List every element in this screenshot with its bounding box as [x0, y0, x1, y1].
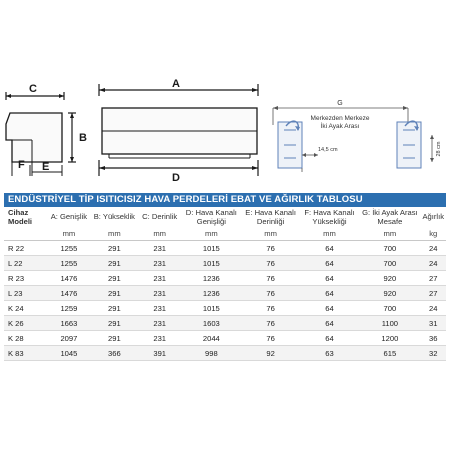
table-cell: 64: [300, 316, 359, 331]
table-cell: 1255: [47, 241, 90, 256]
dim-left-label: 14,5 cm: [318, 147, 338, 153]
table-row: [4, 256, 446, 271]
table-cell: 76: [241, 286, 299, 301]
table-cell: 64: [300, 286, 359, 301]
table-cell: 64: [300, 331, 359, 346]
table-row: [4, 286, 446, 301]
table-cell: 1236: [181, 271, 241, 286]
table-cell: 291: [91, 256, 139, 271]
table-cell: 76: [241, 271, 299, 286]
table-cell: 1015: [181, 256, 241, 271]
cell-model: L 22: [4, 256, 47, 271]
table-cell: 32: [420, 346, 446, 361]
table-cell: 291: [91, 286, 139, 301]
label-c: C: [29, 83, 37, 95]
unit-cell: mm: [359, 227, 420, 241]
table-cell: 231: [138, 331, 181, 346]
table-cell: 1476: [47, 286, 90, 301]
table-row: [4, 241, 446, 256]
dim-right-label: 28 cm: [436, 141, 442, 157]
table-cell: 700: [359, 241, 420, 256]
table-cell: 27: [420, 271, 446, 286]
label-b: B: [79, 132, 87, 144]
table-cell: 291: [91, 301, 139, 316]
cell-model: R 22: [4, 241, 47, 256]
unit-cell: mm: [300, 227, 359, 241]
label-f: F: [18, 159, 25, 171]
table-cell: 1015: [181, 301, 241, 316]
table-cell: 391: [138, 346, 181, 361]
table-cell: 76: [241, 331, 299, 346]
cell-model: K 83: [4, 346, 47, 361]
table-cell: 998: [181, 346, 241, 361]
table-units-row: [4, 227, 446, 241]
unit-cell: mm: [181, 227, 241, 241]
unit-cell: [4, 227, 47, 241]
table-row: [4, 331, 446, 346]
table-cell: 27: [420, 286, 446, 301]
table-cell: 76: [241, 241, 299, 256]
table-cell: 291: [91, 316, 139, 331]
header-duct-depth: E: Hava Kanalı Derinliği: [245, 208, 296, 226]
unit-cell: mm: [241, 227, 299, 241]
table-cell: 1015: [181, 241, 241, 256]
table-cell: 700: [359, 301, 420, 316]
table-row: [4, 271, 446, 286]
header-leg-distance: G: İki Ayak Arası Mesafe: [362, 208, 418, 226]
unit-cell: kg: [420, 227, 446, 241]
header-width: A: Genişlik: [50, 212, 88, 222]
table-cell: 64: [300, 241, 359, 256]
table-cell: 231: [138, 271, 181, 286]
dimension-diagram: [0, 0, 450, 190]
table-cell: 291: [91, 271, 139, 286]
table-cell: 615: [359, 346, 420, 361]
table-cell: 24: [420, 301, 446, 316]
table-cell: 1259: [47, 301, 90, 316]
table-cell: 76: [241, 256, 299, 271]
label-a: A: [172, 78, 180, 90]
header-height: B: Yükseklik: [93, 212, 135, 222]
unit-cell: mm: [138, 227, 181, 241]
table-cell: 1255: [47, 256, 90, 271]
table-header-row: [4, 208, 446, 227]
cell-model: K 28: [4, 331, 47, 346]
cell-model: R 23: [4, 271, 47, 286]
table-cell: 231: [138, 241, 181, 256]
table-cell: 2097: [47, 331, 90, 346]
table-cell: 920: [359, 271, 420, 286]
table-cell: 31: [420, 316, 446, 331]
table-cell: 24: [420, 256, 446, 271]
header-weight: Ağırlık: [422, 212, 444, 222]
center-text-line1: Merkezden Merkeze: [310, 115, 370, 122]
mounting-bracket-drawing: [273, 100, 442, 172]
dimensions-table: [4, 208, 446, 361]
cell-model: K 26: [4, 316, 47, 331]
table-cell: 76: [241, 301, 299, 316]
table-title: ENDÜSTRİYEL TİP ISITICISIZ HAVA PERDELERİ EBAT VE AĞIRLIK TABLOSU: [4, 193, 446, 207]
cell-model: K 24: [4, 301, 47, 316]
front-view-drawing: [99, 78, 258, 184]
header-duct-height: F: Hava Kanalı Yüksekliği: [304, 208, 355, 226]
table-cell: 231: [138, 256, 181, 271]
table-cell: 2044: [181, 331, 241, 346]
table-cell: 291: [91, 331, 139, 346]
table-cell: 1045: [47, 346, 90, 361]
label-d: D: [172, 172, 180, 184]
table-row: [4, 301, 446, 316]
table-cell: 231: [138, 301, 181, 316]
table-cell: 64: [300, 256, 359, 271]
unit-cell: mm: [47, 227, 90, 241]
table-cell: 1476: [47, 271, 90, 286]
table-row: [4, 346, 446, 361]
table-cell: 1236: [181, 286, 241, 301]
table-cell: 36: [420, 331, 446, 346]
table-cell: 64: [300, 301, 359, 316]
table-cell: 366: [91, 346, 139, 361]
table-cell: 231: [138, 286, 181, 301]
label-g: G: [337, 100, 343, 107]
table-cell: 92: [241, 346, 299, 361]
table-cell: 231: [138, 316, 181, 331]
label-e: E: [42, 161, 50, 173]
unit-cell: mm: [91, 227, 139, 241]
cell-model: L 23: [4, 286, 47, 301]
center-text-line2: İki Ayak Arası: [320, 123, 360, 130]
table-cell: 291: [91, 241, 139, 256]
table-cell: 1200: [359, 331, 420, 346]
table-cell: 920: [359, 286, 420, 301]
table-cell: 1100: [359, 316, 420, 331]
table-cell: 1663: [47, 316, 90, 331]
side-profile-drawing: [6, 83, 87, 176]
table-cell: 24: [420, 241, 446, 256]
table-row: [4, 316, 446, 331]
header-model: Cihaz Modeli: [8, 208, 33, 226]
table-cell: 76: [241, 316, 299, 331]
header-duct-width: D: Hava Kanalı Genişliği: [185, 208, 237, 226]
header-depth: C: Derinlik: [142, 212, 178, 222]
table-cell: 63: [300, 346, 359, 361]
table-cell: 64: [300, 271, 359, 286]
table-cell: 1603: [181, 316, 241, 331]
table-cell: 700: [359, 256, 420, 271]
